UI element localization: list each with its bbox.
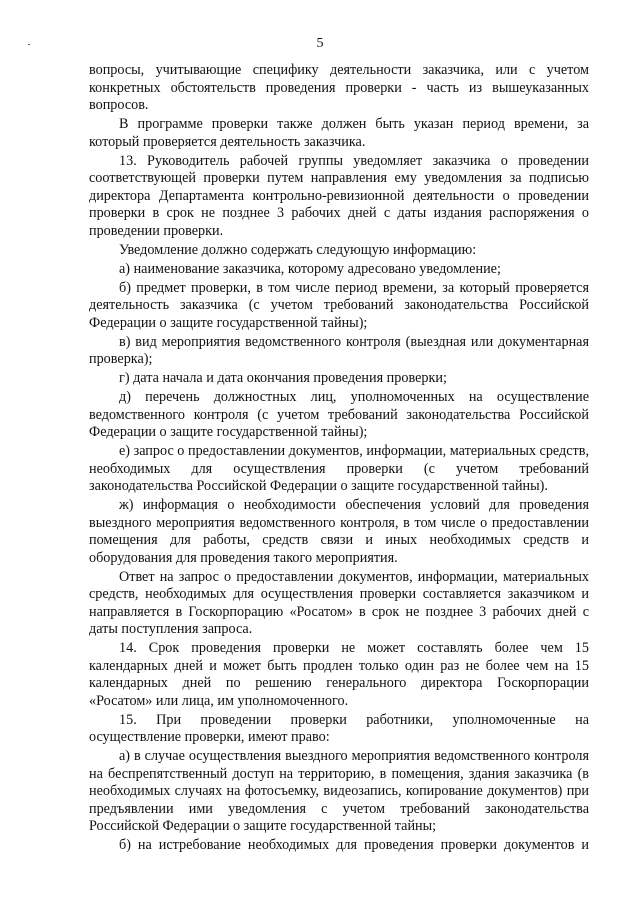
list-item-b: б) предмет проверки, в том числе период времени, за который проверяется деятельность заказчика (с учетом требований законодательства Российской Федерации о защите государственной тайны); bbox=[89, 279, 589, 331]
page-number: 5 bbox=[316, 36, 324, 51]
paragraph-response: Ответ на запрос о предоставлении документов, информации, материальных средств, необходимых для осуществления проверки составляется заказчиком и направляется в Госкорпорацию «Росатом» в срок не позднее 3 рабочих дней с даты поступления запроса. bbox=[89, 568, 589, 637]
list-item-15-a: а) в случае осуществления выездного мероприятия ведомственного контроля на беспрепятственный доступ на территорию, в помещения, здания заказчика (в необходимых случаях на фотосъемку, видеозапись, копирование документов) при предъявлении ими уведомления с учетом требований законодательства Российской Федерации о защите государственной тайны; bbox=[89, 748, 589, 834]
list-item-g: г) дата начала и дата окончания проведения проверки; bbox=[119, 370, 447, 386]
document-body bbox=[89, 62, 589, 856]
list-item-d: д) перечень должностных лиц, уполномоченных на осуществление ведомственного контроля (с учетом требований законодательства Российской Федерации о защите государственной тайны); bbox=[89, 389, 589, 440]
paragraph-15: 15. При проведении проверки работники, уполномоченные на осуществление проверки, имеют право: bbox=[89, 711, 589, 745]
list-item-e: е) запрос о предоставлении документов, информации, материальных средств, необходимых для осуществления проверки (с учетом требований законодательства Российской Федерации о защите государственной тайны). bbox=[89, 443, 589, 494]
paragraph-13: 13. Руководитель рабочей группы уведомляет заказчика о проведении соответствующей проверки путем направления ему уведомления за подписью директора Департамента контрольно-ревизионной деятельности о проведении проверки в срок не позднее 3 рабочих дней с даты издания распоряжения о проведении проверки. bbox=[89, 152, 589, 239]
list-item-zh: ж) информация о необходимости обеспечения условий для проведения выездного мероприятия ведомственного контроля, в том числе о предоставлении помещения для работы, средств связи и иных необходимых средств и оборудования для проведения такого мероприятия. bbox=[89, 497, 589, 566]
paragraph-notice-contents: Уведомление должно содержать следующую информацию: bbox=[119, 241, 477, 258]
list-item-a: а) наименование заказчика, которому адресовано уведомление; bbox=[119, 260, 501, 277]
list-item-v: в) вид мероприятия ведомственного контроля (выездная или документарная проверка); bbox=[89, 333, 589, 367]
paragraph-program-period: В программе проверки также должен быть указан период времени, за который проверяется деятельность заказчика. bbox=[89, 116, 589, 150]
list-item-15-b: б) на истребование необходимых для проведения проверки документов и bbox=[119, 837, 589, 853]
paragraph-14: 14. Срок проведения проверки не может составлять более чем 15 календарных дней и может быть продлен только один раз не более чем на 15 календарных дней по решению генерального директора Госкорпорации «Росатом» или лица, им уполномоченного. bbox=[89, 640, 589, 709]
paragraph-continuation: вопросы, учитывающие специфику деятельности заказчика, или с учетом конкретных обстоятельств проведения проверки - часть из вышеуказанных вопросов. bbox=[89, 62, 589, 113]
